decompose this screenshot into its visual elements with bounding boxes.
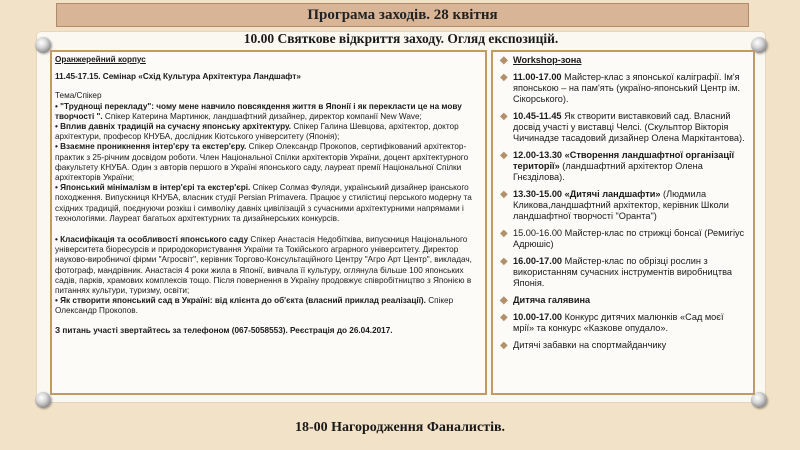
talk-title: • "Труднощі перекладу": чому мене навчило повсякдення життя в Японії і як перекласти це на мову творчості ". bbox=[55, 101, 462, 121]
talk-title: • Вплив давніх традицій на сучасну японську архітектуру. bbox=[55, 122, 292, 132]
bullet-icon: ◆ bbox=[500, 312, 508, 323]
talk-speaker: Спікер Олександр Прокопов. bbox=[55, 296, 454, 316]
contact-info: З питань участі звертайтесь за телефоном (067-5058553). Реєстрація до 26.04.2017. bbox=[55, 325, 393, 335]
awards-footer: 18-00 Нагородження Фаналистів. bbox=[294, 420, 506, 435]
seminar-title: 11.45-17.15. Семінар «Схід Культура Архітектура Ландшафт» bbox=[55, 72, 301, 82]
workshop-panel bbox=[491, 50, 755, 395]
talk-item bbox=[55, 235, 482, 296]
bullet-icon: ◆ bbox=[500, 340, 508, 351]
schedule-item: ◆ 11.00-17.00 Майстер-клас з японської каліграфії. Ім'я японською – на пам'ять (україно-японський Центр ім. Сікорського). bbox=[500, 72, 741, 104]
schedule-item: ◆ 13.30-15.00 «Дитячі ландшафти» (Людмила Кликова,ландшафтний архітектор, керівник Школи ландшафтної творчості "Оранта") bbox=[500, 189, 729, 221]
talk-title: • Класифікація та особливості японського саду bbox=[55, 235, 249, 245]
talk-speaker: Спікер Олександр Прокопов, сертифікований архітектор-практик з 25-річним досвідом роботи. Член Національної Спілки архітекторів України, доцент архітектурного факультету КНУБА. Один з авторів першого в Україні японського саду, лауреат премії Національної Спілки архітекторів України; bbox=[55, 142, 469, 183]
talk-title: • Як створити японський сад в Україні: від клієнта до об'єкта (власний приклад реалізації). bbox=[55, 296, 426, 306]
bullet-icon: ◆ bbox=[500, 150, 508, 161]
kids-heading: ◆ Дитяча галявина bbox=[500, 295, 591, 306]
talk-title: • Взаємне проникнення інтер'єру та екстер'єру. bbox=[55, 142, 247, 152]
workshop-heading: ◆ Workshop-зона bbox=[500, 55, 582, 66]
bullet-icon: ◆ bbox=[500, 111, 508, 122]
greenhouse-panel bbox=[50, 50, 487, 395]
talk-item bbox=[55, 296, 482, 316]
schedule-item: ◆ 16.00-17.00 Майстер-клас по обрізці рослин з використанням сучасних інструментів виробництва Японія. bbox=[500, 256, 732, 288]
bullet-icon: ◆ bbox=[500, 295, 508, 306]
opening-subtitle: 10.00 Святкове відкриття заходу. Огляд експозицій. bbox=[243, 31, 559, 46]
bullet-icon: ◆ bbox=[500, 72, 508, 83]
talk-title: • Японський мінімалізм в інтер'єрі та екстер'єрі. bbox=[55, 183, 251, 193]
talk-speaker: Спікер Солмаз Фуляди, український дизайнер іранського походження. Випускниця КНУБА, власник студії Persian Primavera. Працює у стилістиці перського модерну та східних традицій, поєднуючи розкіш і символіку давніх цивілізацій з сучасними архітектурними напрямами і технологіями. Лауреат багатьох архітектурних та дизайнерських конкурсів. bbox=[55, 183, 472, 223]
bullet-icon: ◆ bbox=[500, 256, 508, 267]
talk-item bbox=[55, 102, 482, 122]
page-title: Програма заходів. 28 квітня bbox=[56, 3, 749, 27]
bullet-icon: ◆ bbox=[500, 55, 508, 66]
talk-speaker: Спікер Катерина Мартинюк, ландшафтний дизайнер, директор компанії New Wave; bbox=[102, 111, 422, 121]
talk-item bbox=[55, 142, 482, 183]
schedule-item: ◆ 10.45-11.45 Як створити виставковий сад. Власний досвід участі у виставці Челсі. (Скульптор Вікторія Чичинадзе тасадовий дизайнер Олена Маркітантова). bbox=[500, 111, 745, 143]
pushpin-icon bbox=[35, 392, 51, 408]
section-heading: Оранжерейний корпус bbox=[55, 55, 146, 64]
program-board bbox=[37, 32, 765, 402]
bullet-icon: ◆ bbox=[500, 189, 508, 200]
talk-item bbox=[55, 122, 482, 142]
schedule-item: ◆ 10.00-17.00 Конкурс дитячих малюнків «Сад моєї мрії» та конкурс «Казкове опудало». bbox=[500, 312, 724, 333]
bullet-icon: ◆ bbox=[500, 228, 508, 239]
schedule-item: ◆ Дитячі забавки на спортмайданчику bbox=[500, 340, 667, 351]
topic-speaker-label: Тема/Спікер bbox=[55, 91, 102, 101]
schedule-item: ◆ 12.00-13.30 «Створення ландшафтної організації території» (ландшафтний архітектор Олена Гнєзділова). bbox=[500, 150, 735, 182]
talk-speaker: Спікер Галина Шевцова, архітектор, доктор архітектури, професор КНУБА, дослідник Кіотського університету (Японія); bbox=[55, 122, 459, 142]
talk-speaker: Спікер Анастасія Недобітківа, випускниця Національного університета біоресурсів и природокористування України та Токійського аграрного університету. Директор науково-виробничої фірми "Агросвіт", керівник Торгово-Консультаційного Центру "Агро Арт Центр", викладач, фотограф, мандрівник. Анастасія 4 роки жила в Японії, вивчала її культуру, оглянула більше 100 японських садів, парків, храмових комплексів тощо. Після повернення в Україну продовжує співробітництво з Японією в питаннях культури, туризму, освіти; bbox=[55, 235, 472, 296]
talk-item bbox=[55, 183, 482, 224]
schedule-item: ◆ 15.00-16.00 Майстер-клас по стрижці бонсаї (Ремигіус Адрюшіс) bbox=[500, 228, 745, 249]
